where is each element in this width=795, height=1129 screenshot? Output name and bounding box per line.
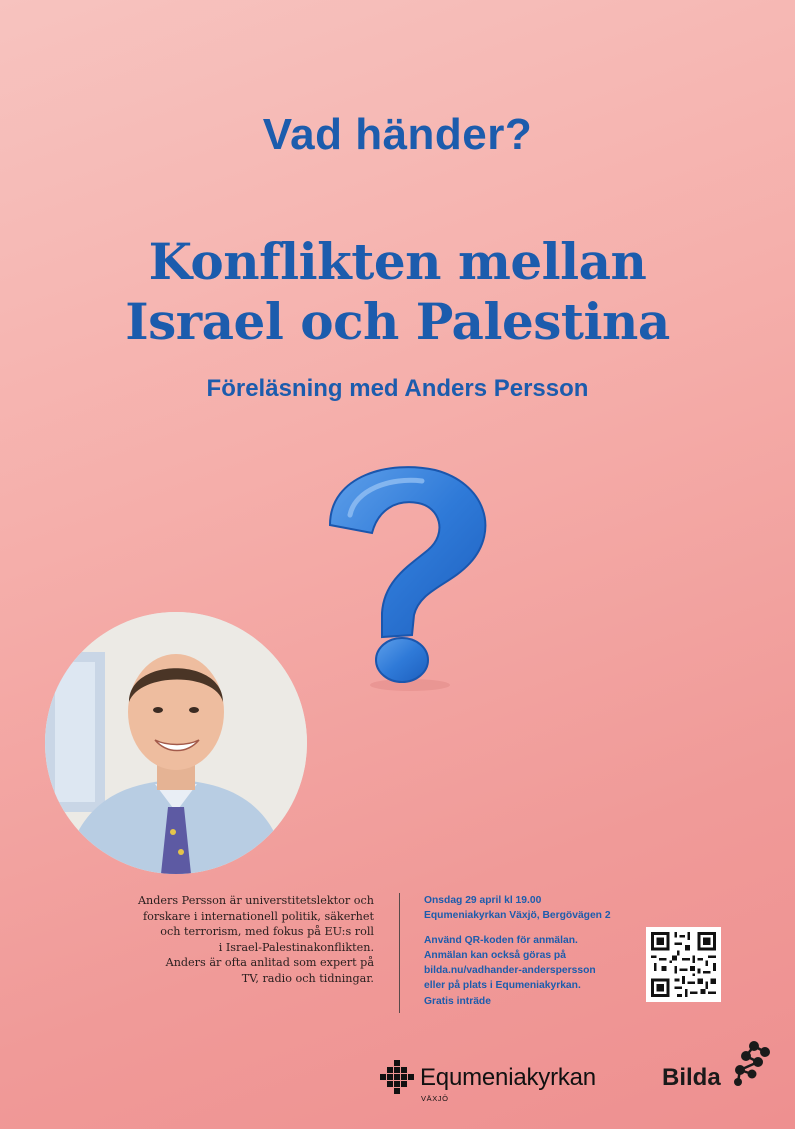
bio-line: i Israel-Palestinakonflikten. (218, 940, 374, 954)
page-title (0, 232, 795, 352)
bio-line: forskare i internationell politik, säkerhet (142, 909, 374, 923)
bio-line: Anders är ofta anlitad som expert på (165, 956, 374, 969)
question-mark-icon (310, 455, 500, 695)
equmeniakyrkan-logo (380, 1060, 640, 1106)
event-datetime: Onsdag 29 april kl 19.00 (424, 895, 542, 906)
divider (399, 893, 400, 1013)
bio-line: TV, radio och tidningar. (241, 971, 374, 985)
title-line-1: Konflikten mellan (148, 232, 647, 291)
equmenia-cross-icon (380, 1060, 414, 1094)
bio-line: Anders Persson är universtitetslektor och (137, 894, 374, 907)
bilda-dots-icon (732, 1040, 772, 1088)
bio-line: och terrorism, med fokus på EU:s roll (160, 925, 374, 938)
speaker-bio (118, 893, 374, 986)
equmenia-city: VÄXJÖ (421, 1094, 449, 1103)
equmenia-name: Equmeniakyrkan (420, 1064, 596, 1091)
event-info (424, 893, 639, 1009)
subtitle: Föreläsning med Anders Persson (206, 375, 589, 402)
kicker-heading: Vad händer? (262, 110, 533, 159)
bilda-name: Bilda (662, 1064, 721, 1091)
event-venue: Equmeniakyrkan Växjö, Bergövägen 2 (424, 910, 611, 922)
signup-line: Använd QR-koden för anmälan. (424, 934, 578, 946)
speaker-portrait (45, 612, 307, 874)
signup-line: Anmälan kan också göras på (424, 949, 566, 961)
signup-link[interactable]: bilda.nu/vadhander-anderspersson (424, 965, 596, 977)
signup-line: eller på plats i Equmeniakyrkan. (424, 980, 581, 992)
qr-code-icon[interactable] (646, 927, 721, 1002)
free-entry: Gratis inträde (424, 995, 491, 1007)
bilda-logo (662, 1040, 772, 1092)
title-line-2: Israel och Palestina (125, 292, 670, 351)
